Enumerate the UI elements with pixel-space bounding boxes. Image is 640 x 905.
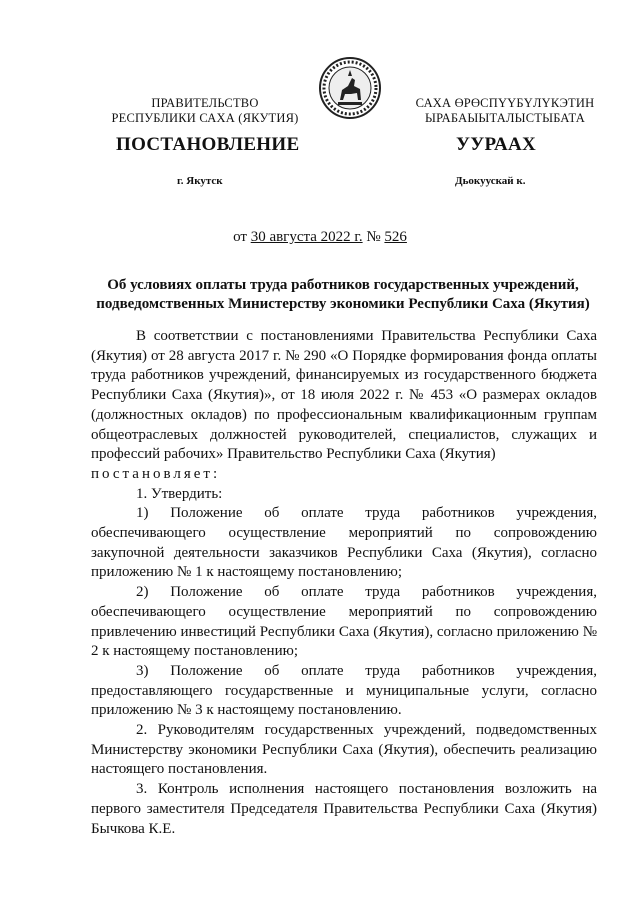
doc-type-title-sah: УУРААХ (456, 134, 537, 155)
coat-of-arms-icon (318, 56, 382, 120)
item-2: 2. Руководителям государственных учреждений, подведомственных Министерству экономики Республики Саха (Якутия), обеспечить реализацию настоящего постановления. (91, 722, 597, 778)
header-right-line-2: ЫРАБАЫЫТАЛЫСТЫБАТА (425, 111, 585, 125)
document-date (0, 229, 640, 246)
header-left-line-2: РЕСПУБЛИКИ САХА (ЯКУТИЯ) (111, 111, 299, 125)
decree-word: постановляет: (91, 465, 221, 482)
preamble-paragraph (91, 327, 597, 465)
document-number: 526 (384, 229, 407, 245)
date-prefix: от (233, 229, 247, 245)
city-ru: г. Якутск (177, 175, 223, 187)
number-label: № (366, 229, 381, 245)
item-1-1: 1) Положение об оплате труда работников учреждения, обеспечивающего осуществление мероприятий по сопровождению закупочной деятельности заказчиков Республики Саха (Якутия), согласно приложению № 1 к настоящему постановлению; (91, 505, 597, 581)
header-left-authority (100, 96, 310, 126)
item-1-3: 3) Положение об оплате труда работников учреждения, предоставляющего государственные и муниципальные услуги, согласно приложению № 3 к настоящему постановлению. (91, 662, 597, 719)
city-sah: Дьокуускай к. (455, 175, 526, 187)
date-value: 30 августа 2022 г. (250, 229, 363, 245)
item-1: 1. Утвердить: (136, 485, 223, 502)
document-body (91, 327, 597, 839)
header-right-authority (400, 96, 610, 126)
doc-type-title-ru: ПОСТАНОВЛЕНИЕ (116, 134, 300, 155)
document-title: Об условиях оплаты труда работников государственных учреждений, подведомственных Министерству экономики Республики Саха (Якутия) (96, 277, 590, 312)
header-left-line-1: ПРАВИТЕЛЬСТВО (151, 96, 259, 110)
item-3: 3. Контроль исполнения настоящего постановления возложить на первого заместителя Председателя Правительства Республики Саха (Якутия) Бычкова К.Е. (91, 781, 597, 837)
item-1-2: 2) Положение об оплате труда работников учреждения, обеспечивающего осуществление мероприятий по сопровождению привлечению инвестиций Республики Саха (Якутия), согласно приложению № 2 к настоящему постановлению; (91, 584, 597, 660)
header-right-line-1: САХА ӨРӨСПҮҮБҮЛҮКЭТИН (415, 96, 595, 110)
preamble-text: В соответствии с постановлениями Правительства Республики Саха (Якутия) от 28 августа 2017 г. № 290 «О Порядке формирования фонда оплаты труда работников учреждений, финансируемых из государственного бюджета Республики Саха (Якутия)», от 18 июля 2022 г. № 453 «О размерах окладов (должностных окладов) по профессиональным квалификационным группам общеотраслевых должностей руководителей, специалистов, служащих и профессий рабочих» Правительство Республики Саха (Якутия) (91, 328, 597, 463)
